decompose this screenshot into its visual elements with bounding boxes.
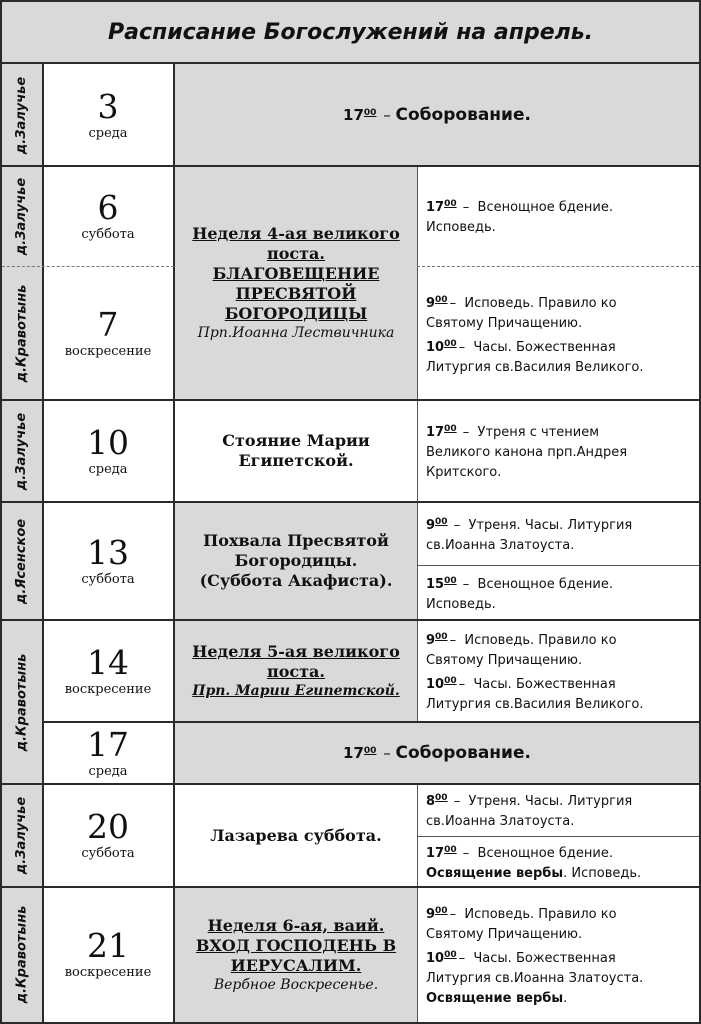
date-cell: [43, 620, 173, 722]
date-cell: [43, 784, 173, 887]
feast-line: ПРЕСВЯТОЙ: [235, 284, 357, 303]
day-number: 14: [87, 642, 129, 682]
service-cell-6: $17^{00}$ – Всенощное бдение. Исповедь.: [426, 199, 613, 235]
village-label: д.Кравотынь: [14, 905, 30, 1004]
service-hour: 17: [343, 744, 364, 762]
feast-line: БЛАГОВЕЩЕНИЕ: [212, 264, 380, 283]
service-cell-7: $9^{00}$ – Исповедь. Правило ко Святому Причащению. $10^{00}$ – Часы. Божественная Литургия св.Василия Великого.: [426, 294, 644, 375]
weekday: суббота: [81, 846, 135, 861]
feast-line: Похвала Пресвятой: [203, 531, 389, 550]
weekday: воскресение: [64, 965, 152, 980]
feast-line: Богородицы.: [234, 551, 358, 570]
village-label: д.Залучье: [14, 412, 30, 490]
weekday: среда: [88, 461, 128, 477]
date-cell: [43, 166, 173, 266]
day-number: 20: [87, 807, 129, 846]
day-number: 6: [97, 187, 119, 227]
service-cell-21: $9^{00}$ – Исповедь. Правило ко Святому Причащению. $10^{00}$ – Часы. Божественная Литургия св.Иоанна Златоуста. Освящение вербы.: [426, 905, 644, 1006]
date-cell: [43, 267, 173, 400]
service-cell-20-evening: $17^{00}$ – Всенощное бдение. Освящение вербы. Исповедь.: [426, 845, 642, 881]
day-number: 21: [87, 926, 129, 965]
feast-line: поста.: [267, 244, 325, 263]
service-text: Соборование.: [395, 743, 531, 763]
feast-line: Египетской.: [238, 451, 354, 470]
feast-line: ИЕРУСАЛИМ.: [230, 955, 362, 975]
weekday: среда: [88, 125, 128, 141]
service-cell-20-morning: $8^{00}$ – Утреня. Часы. Литургия св.Иоанна Златоуста.: [426, 793, 633, 829]
dash: –: [383, 744, 391, 762]
feast-line: Лазарева суббота.: [210, 825, 382, 845]
feast-cell-6-7: [175, 166, 417, 400]
service-cell-10: $17^{00}$ – Утреня с чтением Великого канона прп.Андрея Критского.: [426, 424, 628, 480]
village-label: д.Ясенское: [14, 518, 30, 604]
service-text: Соборование.: [395, 105, 531, 125]
feast-cell-10: [175, 400, 417, 502]
feast-cell-21: [175, 887, 417, 1022]
title-bar: [2, 2, 699, 64]
feast-line: (Суббота Акафиста).: [199, 571, 393, 590]
feast-line: Стояние Марии: [222, 431, 370, 450]
feast-cell-20: [175, 784, 417, 887]
date-cell: [43, 722, 173, 784]
feast-line: Неделя 6-ая, ваий.: [207, 915, 385, 935]
feast-subtitle: Прп. Марии Египетской.: [192, 683, 400, 699]
weekday: воскресение: [64, 681, 152, 697]
feast-cell-14: [175, 620, 417, 722]
service-cell-13-evening: $15^{00}$ – Всенощное бдение. Исповедь.: [426, 576, 613, 612]
feast-cell-13: [175, 502, 417, 620]
day-number: 3: [97, 86, 119, 126]
village-label: д.Залучье: [14, 76, 30, 154]
weekday: среда: [88, 763, 128, 779]
feast-line: Неделя 4-ая великого: [192, 224, 400, 243]
day-number: 17: [87, 724, 129, 764]
village-label: д.Кравотынь: [14, 284, 30, 383]
village-label: д.Залучье: [14, 796, 30, 875]
date-cell: [43, 502, 173, 620]
service-minutes: 00: [363, 746, 377, 756]
dash: –: [383, 106, 391, 124]
service-cell-14: $9^{00}$ – Исповедь. Правило ко Святому Причащению. $10^{00}$ – Часы. Божественная Литургия св.Василия Великого.: [426, 632, 644, 712]
day-number: 10: [87, 422, 129, 462]
feast-line: БОГОРОДИЦЫ: [224, 304, 368, 323]
date-cell: [43, 887, 173, 1022]
date-cell: [43, 400, 173, 502]
village-label: д.Кравотынь: [14, 653, 30, 751]
weekday: суббота: [81, 226, 135, 242]
weekday: воскресение: [64, 344, 152, 359]
weekday: суббота: [81, 571, 135, 587]
village-label: д.Залучье: [14, 177, 30, 255]
day-number: 13: [87, 532, 129, 572]
date-cell: [43, 64, 173, 166]
service-minutes: 00: [363, 108, 377, 118]
feast-subtitle: Вербное Воскресенье.: [213, 976, 379, 993]
feast-line: поста.: [267, 662, 325, 681]
page-title: Расписание Богослужений на апрель.: [108, 19, 593, 45]
feast-subtitle: Прп.Иоанна Лествичника: [197, 325, 395, 341]
day-number: 7: [97, 305, 119, 344]
service-hour: 17: [343, 106, 364, 124]
service-cell-3: [175, 64, 699, 166]
feast-line: ВХОД ГОСПОДЕНЬ В: [195, 935, 397, 955]
service-cell-17: [175, 722, 699, 784]
feast-line: Неделя 5-ая великого: [192, 642, 400, 661]
service-cell-13-morning: $9^{00}$ – Утреня. Часы. Литургия св.Иоанна Златоуста.: [426, 516, 633, 553]
